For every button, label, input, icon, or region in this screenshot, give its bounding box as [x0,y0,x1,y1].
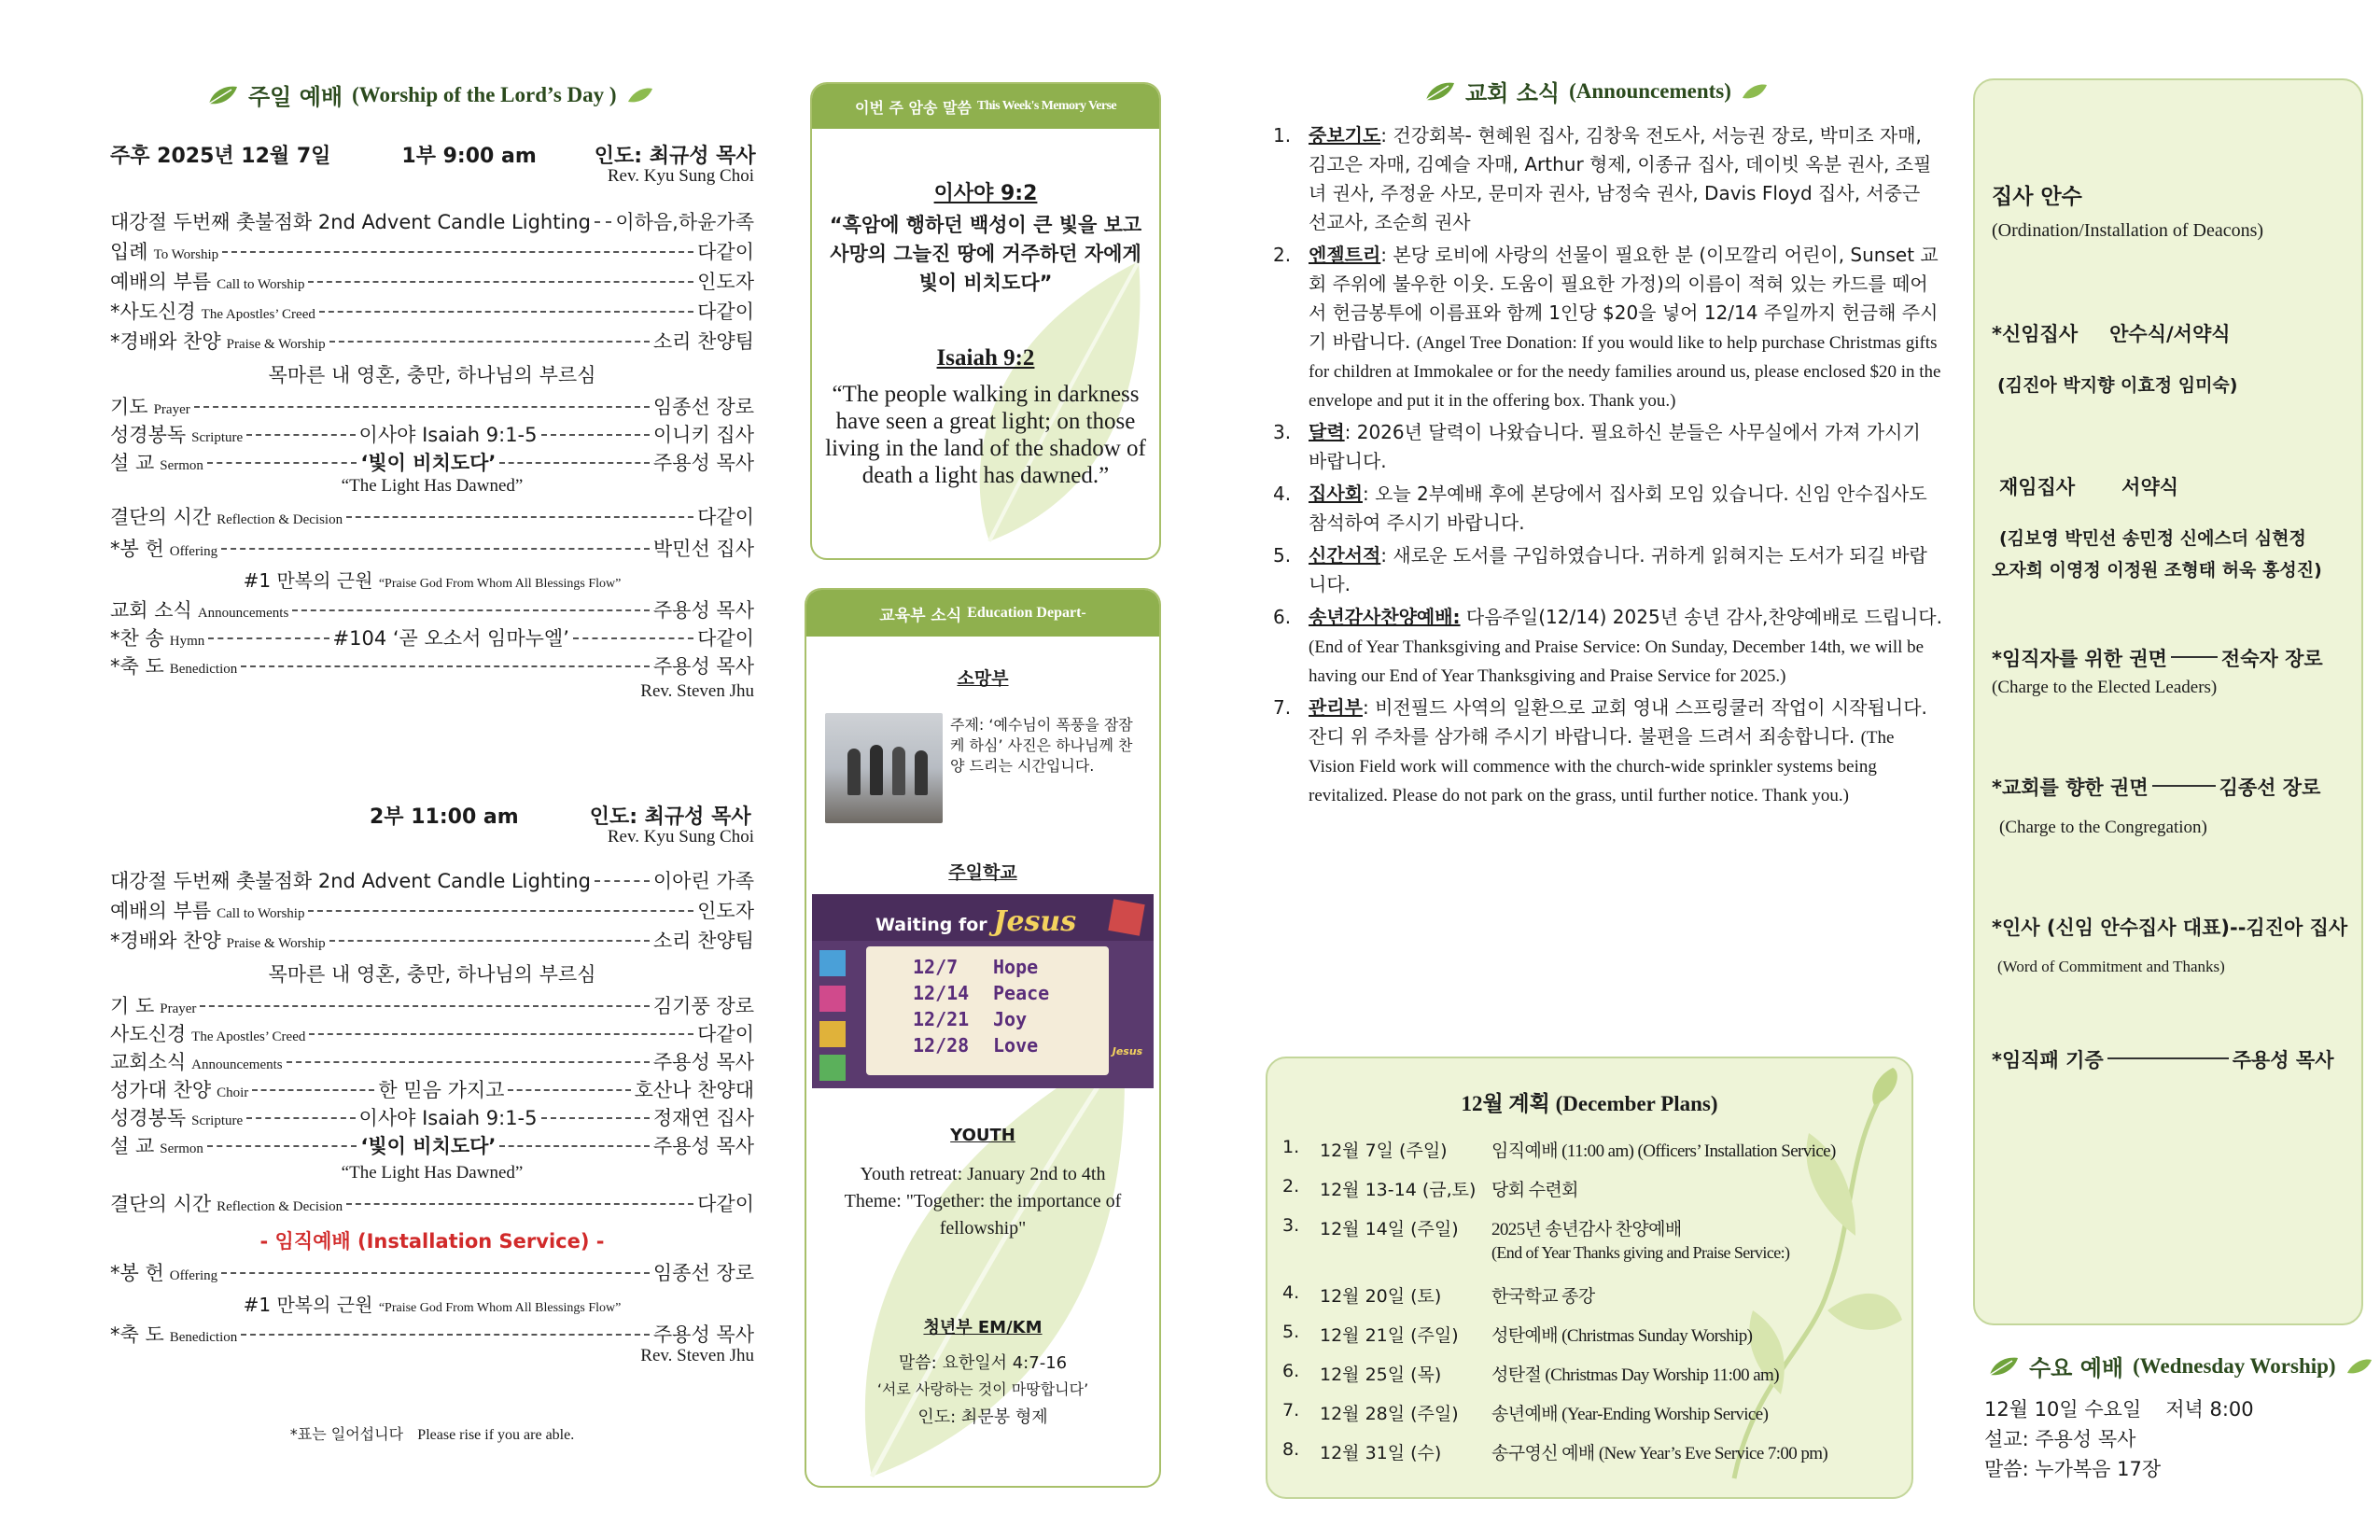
order-row [110,534,754,562]
order-label-en: Benediction [169,1330,238,1345]
new-deacon-names: (김진아 박지향 이효정 임미숙) [1997,375,2238,396]
plan-event: 송구영신 예배 (New Year’s Eve Service 7:00 pm) [1491,1444,1828,1463]
order-label: 기도 [110,396,148,418]
advent-date: 12/14 [913,982,970,1004]
announcement-number: 7. [1273,696,1292,719]
plan-event: 임직예배 (11:00 am) (Officers’ Installation Service) [1491,1141,1836,1161]
order-person: 소리 찬양팀 [652,930,754,952]
leader-dots [292,609,650,611]
order-person: 호산나 찬양대 [634,1079,755,1101]
leader-dots [329,341,650,343]
verse-ref-en: Isaiah 9:2 [936,345,1035,371]
leader-dots [241,1334,650,1336]
leaf-icon [626,87,654,104]
order-row [110,926,754,954]
order-label: 사도신경 [110,1023,187,1045]
december-plans-box [1266,1057,1913,1499]
sermon-title-en: “The Light Has Dawned” [341,1163,524,1183]
new-deacon-line: *신임집사 안수식/서약식 [1992,323,2231,345]
order-label: 교회소식 [110,1051,187,1073]
leaf-icon [2345,1358,2373,1375]
announcements-heading-en: (Announcements) [1569,78,1731,103]
order-detail: ‘빛이 비치도다’ [360,1135,497,1157]
youth-title: YOUTH [950,1126,1015,1145]
charge-congregation: *교회를 향한 권면 김종선 장로 [1992,777,2321,799]
order-row [110,502,754,530]
plan-item [1282,1361,1926,1386]
memory-verse-box [810,82,1161,560]
order-person: 다같이 [697,1023,754,1045]
leader-dots [541,1117,650,1119]
wednesday-heading-en: (Wednesday Worship) [2133,1353,2336,1378]
announcement-item [1273,418,1943,476]
announcement-text: : 본당 로비에 사랑의 선물이 필요한 분 (이모깔리 어린이, Sunset 교회 주위에 불우한 이웃. 도움이 필요한 가정)의 이름이 적혀 있는 카드를 떼어서 헌금봉투에 이름표와 함께 1인당 $20을 넣어 12/14 주일까지 헌금해 주시기 바랍니다. [1309,244,1939,353]
ordination-title: 집사 안수 [1992,185,2082,209]
leader-dots [346,1203,693,1205]
plan-item [1282,1176,1926,1201]
plan-item [1282,1400,1926,1425]
plan-item [1282,1282,1926,1308]
leaf-icon [1988,1356,2020,1377]
announcement-item [1273,693,1943,809]
announcement-item [1273,541,1943,599]
order-row [110,1103,754,1131]
order-label: *봉 헌 [110,538,164,560]
verse-text-ko: “흑암에 행하던 백성이 큰 빛을 보고 사망의 그늘진 땅에 거주하던 자에게 빛이 비치도다” [829,214,1142,294]
somang-photo [825,713,943,823]
order-label: 결단의 시간 [110,506,212,528]
announcement-text-en: (End of Year Thanksgiving and Praise Service: On Sunday, December 14th, we will be having our End of Year Thanksgiving and Praise Service for 2025.) [1309,637,1925,686]
order-person: 박민선 집사 [652,538,754,560]
worship-heading-en: (Worship of the Lord’s Day ) [352,82,617,106]
order-detail: ‘빛이 비치도다’ [360,452,497,474]
order-row [110,1189,754,1217]
education-header: 교육부 소식 Education Depart- [806,590,1159,637]
order-row [110,896,754,924]
leader-dots [319,311,693,313]
announcement-number: 5. [1273,544,1292,567]
announcement-text-en: (The Vision Field work will commence with the church-wide sprinkler systems being revitalized. Please do not park on the grass, until further notice. Thank you.) [1309,728,1895,805]
verse-ref-ko: 이사야 9:2 [933,182,1038,205]
order-person: 정재연 집사 [652,1107,754,1129]
order-detail: 이사야 Isaiah 9:1-5 [358,424,538,446]
pastor-en: Rev. Steven Jhu [640,681,754,701]
leader-dots [346,516,693,518]
order-detail: 이사야 Isaiah 9:1-5 [358,1107,538,1129]
order-label: *봉 헌 [110,1262,164,1284]
ordination-title-en: (Ordination/Installation of Deacons) [1992,220,2264,241]
plan-event: 2025년 송년감사 찬양예배 [1491,1220,1682,1239]
leader-dots [287,1061,650,1063]
plan-item [1282,1215,1926,1240]
plan-number: 4. [1282,1282,1300,1303]
order-row [110,1047,754,1075]
wednesday-heading [1988,1350,2373,1382]
leader-dots [221,548,650,550]
order-label-en: Offering [169,1268,218,1283]
order-label: 예배의 부름 [110,271,212,293]
plan-item [1282,1322,1926,1347]
charge-leaders: *임직자를 위한 권면 전숙자 장로 [1992,648,2323,670]
order-label-en: Praise & Worship [226,936,326,951]
order-label: *축 도 [110,1323,164,1346]
order-label-en: Announcements [197,606,289,621]
order-person: 이니키 집사 [652,424,754,446]
leader-dots [541,434,650,436]
leader-dots [308,910,693,912]
plan-number: 3. [1282,1215,1300,1236]
plan-number: 8. [1282,1439,1300,1460]
sermon-title-en: “The Light Has Dawned” [341,476,524,496]
leader-dots [221,1272,650,1274]
plan-date: 12월 21일 (주일) [1320,1325,1459,1346]
order-row [110,420,754,448]
order-row [110,1320,754,1348]
order-label: *축 도 [110,655,164,678]
announcement-text: : 2026년 달력이 나왔습니다. 필요하신 분들은 사무실에서 가져 가시기 바랍니다. [1309,421,1921,472]
order-label-en: Sermon [160,458,203,473]
order-label-en: Benediction [169,662,238,677]
plan-date: 12월 7일 (주일) [1320,1141,1448,1161]
announcement-number: 4. [1273,483,1292,505]
plan-date: 12월 14일 (주일) [1320,1219,1459,1239]
announcement-number: 3. [1273,421,1292,443]
announcement-title: 송년감사찬양예배: [1309,606,1461,628]
order-label-en: Sermon [160,1141,203,1156]
announcement-text: : 건강회복- 현혜원 집사, 김창욱 전도사, 서능권 장로, 박미조 자매, 김고은 자매, 김예슬 자매, Arthur 형제, 이종규 집사, 데이빗 옥분 권사, 조필녀 권사, 주정윤 사모, 문미자 권사, 남정숙 권사, Davis Floyd 집사, 서중근 선교사, 조순희 권사 [1309,124,1932,233]
leader-dots [208,637,329,639]
order-label-en: Scripture [191,430,244,445]
order-label: *사도신경 [110,301,196,323]
order-row [110,866,754,894]
advent-item [913,956,1038,978]
order-row [110,1075,754,1103]
order-label-en: Hymn [169,634,205,649]
order-label-en: Call to Worship [217,277,305,292]
re-deacon-line: 재임집사 서약식 [1999,476,2179,498]
announcement-item [1273,480,1943,538]
order-label-en: Reflection & Decision [217,512,343,527]
order-label: 교회 소식 [110,599,192,622]
installation-title: - 임직예배 (Installation Service) - [259,1230,605,1253]
order-person: 다같이 [697,506,754,528]
service2-leader-en: Rev. Kyu Sung Choi [607,827,754,847]
leader-dots [194,406,650,408]
order-label-en: The Apostles’ Creed [201,307,315,322]
worship-heading-ko: 주일 예배 [248,84,343,110]
order-person: 주용성 목사 [652,655,754,678]
order-label-en: Announcements [191,1057,283,1072]
announcement-title: 집사회 [1309,483,1363,505]
order-person: 다같이 [697,301,754,323]
order-row [110,237,754,265]
plan-number: 1. [1282,1137,1300,1157]
order-label: 기 도 [110,995,155,1017]
plan-date: 12월 20일 (토) [1320,1286,1442,1307]
plan-event: 성탄예배 (Christmas Sunday Worship) [1491,1326,1753,1346]
plan-number: 5. [1282,1322,1300,1342]
somang-text: 주제: ‘예수님이 폭풍을 잠잠케 하심’ 사진은 하나님께 찬양 드리는 시간입니다. [950,716,1133,775]
order-label-en: Offering [169,544,218,559]
young-adult-title: 청년부 EM/KM [923,1318,1043,1337]
order-label: *찬 송 [110,627,164,650]
leader-dots [329,940,650,942]
service1-leader-en: Rev. Kyu Sung Choi [607,166,754,186]
leader-dots [246,434,355,436]
wednesday-line1: 12월 10일 수요일 저녁 8:00 [1984,1398,2254,1421]
greeting: *인사 (신임 안수집사 대표)--김진아 집사 [1992,917,2348,939]
order-person: 다같이 [697,1193,754,1215]
advent-date: 12/7 [913,956,959,978]
order-row [110,267,754,295]
announcement-text: 다음주일(12/14) 2025년 송년 감사,찬양예배로 드립니다. [1460,606,1942,628]
announcements-heading [1424,75,1769,107]
leader-dots [499,1145,650,1147]
wednesday-line3: 말씀: 누가복음 17장 [1984,1458,2162,1480]
song-list: 목마른 내 영혼, 충만, 하나님의 부르심 [268,364,596,386]
advent-word: Hope [993,956,1039,978]
announcement-title: 엔젤트리 [1309,244,1381,266]
plan-event: 당회 수련회 [1491,1181,1578,1200]
order-detail: #104 ‘곧 오소서 임마누엘’ [332,627,569,650]
order-label-en: Prayer [160,1001,197,1016]
verse-text-en: “The people walking in darkness have seen a great light; on those living in the land of the shadow of death a light has dawned.” [825,382,1146,488]
order-person: 주용성 목사 [652,599,754,622]
plan-date: 12월 28일 (주일) [1320,1404,1459,1424]
charge-leaders-en: (Charge to the Elected Leaders) [1992,678,2218,697]
order-label: 성가대 찬양 [110,1079,212,1101]
plans-title: 12월 계획 (December Plans) [1461,1092,1718,1115]
ya-line2: ‘서로 사랑하는 것이 마땅합니다’ [876,1380,1089,1398]
leader-dots [246,1117,355,1119]
order-label-en: The Apostles’ Creed [191,1029,306,1044]
order-label: 입례 [110,241,148,263]
order-person: 인도자 [697,900,754,922]
order-label-en: Reflection & Decision [217,1199,343,1214]
footnote: *표는 일어섭니다 Please rise if you are able. [289,1425,575,1443]
order-person: 김기풍 장로 [652,995,754,1017]
advent-word: Peace [993,982,1050,1004]
leaf-icon [1424,81,1456,102]
order-label: 대강절 두번째 촛불점화 2nd Advent Candle Lighting [110,211,591,233]
leader-dots [308,281,693,283]
announcement-text-en: (Angel Tree Donation: If you would like to help purchase Christmas gifts for children at Immokalee or for the needy families around us, please enclosed $20 in the envelope and put it in the offering box. Thank you.) [1309,333,1941,411]
advent-word: Joy [993,1008,1028,1030]
plan-number: 2. [1282,1176,1300,1197]
announcement-text: : 오늘 2부예배 후에 본당에서 집사회 모임 있습니다. 신임 안수집사도 참석하여 주시기 바랍니다. [1309,483,1927,534]
order-label: *경배와 찬양 [110,930,221,952]
wednesday-heading-ko: 수요 예배 [2029,1355,2124,1381]
doxology: #1 만복의 근원 “Praise God From Whom All Blessings Flow” [243,1294,622,1316]
order-label: 설 교 [110,1135,155,1157]
advent-item [913,1008,1027,1030]
order-label-en: To Worship [153,247,219,262]
plaque-line: *임직패 기증 주용성 목사 [1992,1049,2334,1071]
leader-dots [499,462,650,464]
charge-congregation-en: (Charge to the Congregation) [1999,818,2207,837]
announcement-number: 6. [1273,606,1292,628]
order-person: 주용성 목사 [652,1051,754,1073]
re-deacon-names-1: (김보영 박민선 송민정 신에스더 심현정 [1999,528,2306,549]
order-row [110,595,754,623]
plan-event: 송년예배 (Year-Ending Worship Service) [1491,1405,1769,1424]
order-row [110,991,754,1019]
announcement-item [1273,241,1943,414]
order-label: 결단의 시간 [110,1193,212,1215]
plan-event: 성탄절 (Christmas Day Worship 11:00 am) [1491,1365,1779,1385]
leader-dots [207,1145,357,1147]
announcement-number: 1. [1273,124,1292,147]
announcement-title: 달력 [1309,421,1345,443]
order-person: 주용성 목사 [652,1323,754,1346]
order-label: 성경봉독 [110,424,187,446]
order-person: 다같이 [697,241,754,263]
order-row [110,207,754,235]
youth-text: Youth retreat: January 2nd to 4th Theme: "Together: the importance of fellowship" [844,1164,1122,1239]
announcement-item [1273,603,1943,690]
leaf-icon [207,85,239,105]
wednesday-info [1984,1394,2254,1484]
order-person: 임종선 장로 [652,396,754,418]
leader-dots [508,1089,630,1091]
order-label-en: Call to Worship [217,906,305,921]
plan-subtitle: (End of Year Thanks giving and Praise Service:) [1491,1243,1790,1262]
order-row [110,623,754,651]
order-person: 인도자 [697,271,754,293]
banner-logo: Jesus [1112,1045,1143,1057]
order-label: 예배의 부름 [110,900,212,922]
order-row [110,1131,754,1159]
sunday-school-title: 주일학교 [948,862,1017,883]
leader-dots [309,1033,693,1035]
order-person: 다같이 [697,627,755,650]
advent-item [913,1034,1038,1057]
order-row [110,1258,754,1286]
order-row [110,297,754,325]
ya-line3: 인도: 최문봉 형제 [917,1407,1048,1427]
re-deacon-names-2: 오자희 이영정 이정원 조형태 허욱 홍성진) [1992,560,2322,581]
order-person: 이하음,하윤가족 [615,211,754,233]
announcement-text: : 비전필드 사역의 일환으로 교회 영내 스프링쿨러 작업이 시작됩니다. 잔디 위 주차를 삼가해 주시기 바랍니다. 불편을 드려서 죄송합니다. [1309,696,1927,748]
order-row [110,651,754,679]
worship-heading [207,78,654,111]
order-label-en: Prayer [153,402,190,417]
advent-date: 12/21 [913,1008,970,1030]
announcement-text: : 새로운 도서를 구입하였습니다. 귀하게 읽혀지는 도서가 되길 바랍니다. [1309,544,1927,595]
service1-time: 1부 9:00 am [401,145,537,168]
leader-dots [207,462,357,464]
service-date: 주후 2025년 12월 7일 [110,145,331,168]
banner-title: Waiting for Jesus [875,905,1077,938]
doxology: #1 만복의 근원 “Praise God From Whom All Blessings Flow” [243,569,622,592]
service1-leader: 인도: 최규성 목사 [594,145,756,168]
order-label: 대강절 두번째 촛불점화 2nd Advent Candle Lighting [110,870,591,892]
order-detail: 한 믿음 가지고 [378,1079,505,1101]
education-box [805,588,1161,1488]
plan-number: 6. [1282,1361,1300,1381]
advent-date: 12/28 [913,1034,970,1057]
pastor-en: Rev. Steven Jhu [640,1346,754,1365]
order-row [110,327,754,355]
somang-title: 소망부 [957,668,1009,689]
plan-date: 12월 25일 (목) [1320,1365,1442,1385]
order-label: 설 교 [110,452,155,474]
greeting-en: (Word of Commitment and Thanks) [1997,958,2225,975]
leader-dots [595,880,650,882]
announcements-heading-ko: 교회 소식 [1465,80,1561,106]
order-person: 이아린 가족 [652,870,754,892]
announcement-title: 관리부 [1309,696,1363,719]
plan-item [1282,1137,1926,1162]
order-row [110,392,754,420]
order-row [110,1019,754,1047]
ya-line1: 말씀: 요한일서 4:7-16 [898,1353,1068,1373]
announcement-title: 신간서적 [1309,544,1381,567]
leader-dots [252,1089,374,1091]
leaf-icon [1741,83,1769,100]
order-person: 임종선 장로 [652,1262,754,1284]
announcement-item [1273,121,1943,237]
order-label-en: Scripture [191,1113,244,1128]
plan-item [1282,1439,1926,1464]
leader-dots [222,251,693,253]
service2-time: 2부 11:00 am [370,805,519,829]
service2-leader: 인도: 최규성 목사 [589,805,751,829]
order-person: 주용성 목사 [652,452,755,474]
wednesday-line2: 설교: 주용성 목사 [1984,1428,2136,1450]
leader-dots [200,1005,649,1007]
plan-date: 12월 13-14 (금,토) [1320,1180,1477,1200]
plan-event: 한국학교 종강 [1491,1287,1595,1307]
advent-word: Love [993,1034,1039,1057]
leader-dots [595,221,611,223]
memory-verse-header: 이번 주 암송 말씀 This Week's Memory Verse [812,84,1159,129]
announcement-number: 2. [1273,244,1292,266]
order-person: 주용성 목사 [652,1135,755,1157]
ordination-box [1973,78,2363,1325]
song-list: 목마른 내 영혼, 충만, 하나님의 부르심 [268,963,596,986]
leader-dots [573,637,693,639]
advent-item [913,982,1049,1004]
announcement-title: 중보기도 [1309,124,1381,147]
order-label: *경배와 찬양 [110,330,221,353]
plan-date: 12월 31일 (수) [1320,1443,1442,1463]
order-label-en: Choir [217,1085,249,1100]
plan-number: 7. [1282,1400,1300,1421]
order-label-en: Praise & Worship [226,337,326,352]
order-label: 성경봉독 [110,1107,187,1129]
leader-dots [241,665,650,667]
order-row [110,448,754,476]
order-person: 소리 찬양팀 [652,330,754,353]
advent-banner [812,894,1154,1088]
